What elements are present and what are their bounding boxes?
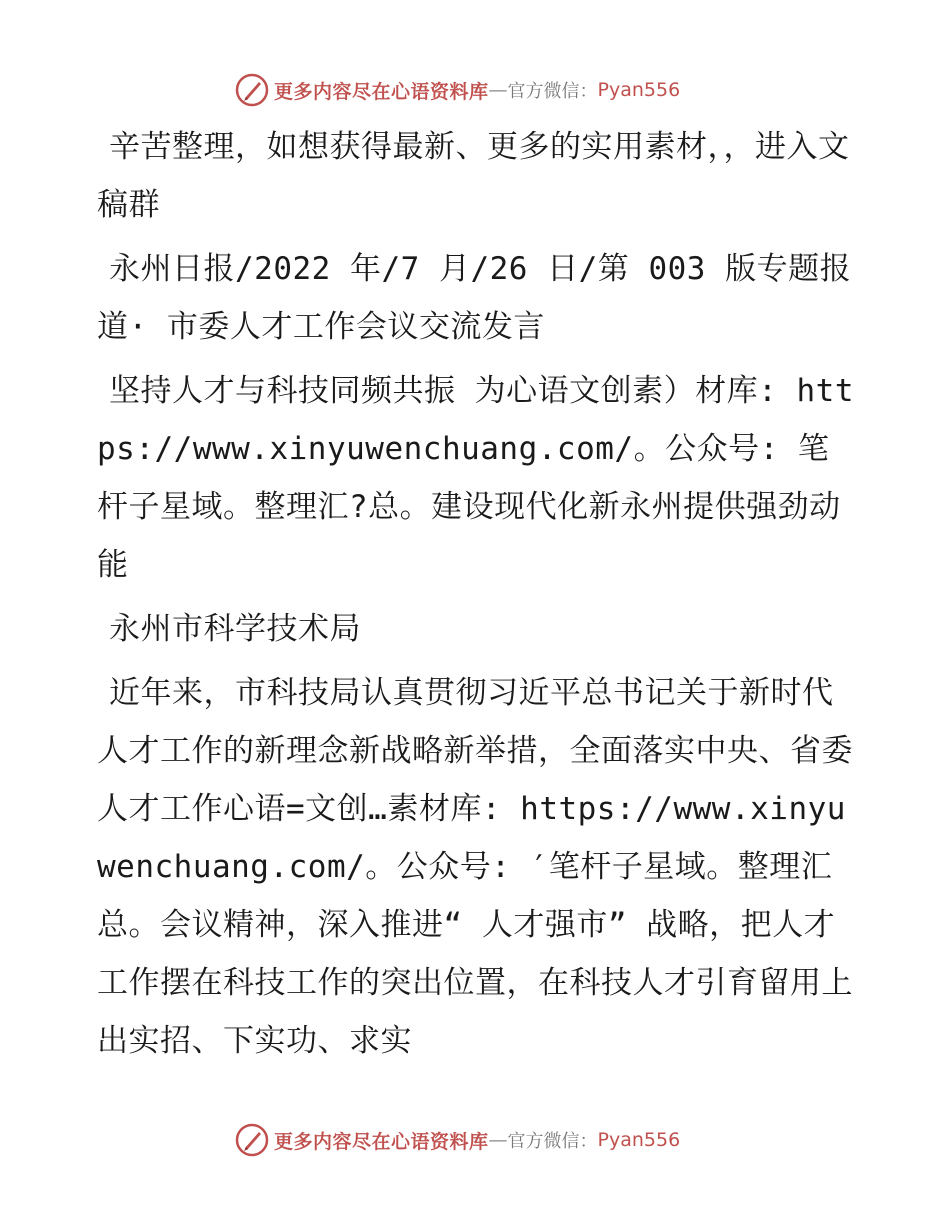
header-banner bbox=[234, 70, 680, 110]
banner-separator: — bbox=[488, 1129, 508, 1151]
intro-paragraph: 辛苦整理，如想获得最新、更多的实用素材，，进入文稿群 bbox=[97, 129, 850, 223]
banner-contact-id: Pyan556 bbox=[597, 1129, 681, 1151]
footer-banner bbox=[234, 1120, 680, 1160]
banner-slogan: 更多内容尽在心语资料库 bbox=[274, 80, 489, 103]
document-body bbox=[97, 118, 857, 1076]
banner-contact-label: 官方微信： bbox=[507, 1131, 598, 1152]
article-title: 坚持人才与科技同频共振 为心语文创素）材库: https://www.xinyuwenchuang.com/。公众号: 笔杆子星域。整理汇?总。建设现代化新永州提供强劲动能 bbox=[97, 373, 854, 583]
source-line: 永州日报/2022 年/7 月/26 日/第 003 版专题报道· 市委人才工作会议交流发言 bbox=[97, 251, 852, 345]
quill-logo-icon bbox=[234, 72, 270, 108]
banner-slogan: 更多内容尽在心语资料库 bbox=[274, 1130, 489, 1153]
banner-contact-label: 官方微信： bbox=[507, 81, 598, 102]
body-paragraph: 近年来，市科技局认真贯彻习近平总书记关于新时代人才工作的新理念新战略新举措，全面落实中央、省委人才工作心语=文创…素材库: https://www.xinyuwenchuang.com/。公众号: ′笔杆子星域。整理汇总。会议精神，深入推进“ 人才强市” 战略，把人才工作摆在科技工作的突出位置，在科技人才引育留用上出实招、下实功、求实 bbox=[97, 675, 853, 1059]
author-line: 永州市科学技术局 bbox=[109, 611, 361, 647]
banner-separator: — bbox=[488, 79, 508, 101]
banner-contact-id: Pyan556 bbox=[597, 79, 681, 101]
quill-logo-icon bbox=[234, 1122, 270, 1158]
